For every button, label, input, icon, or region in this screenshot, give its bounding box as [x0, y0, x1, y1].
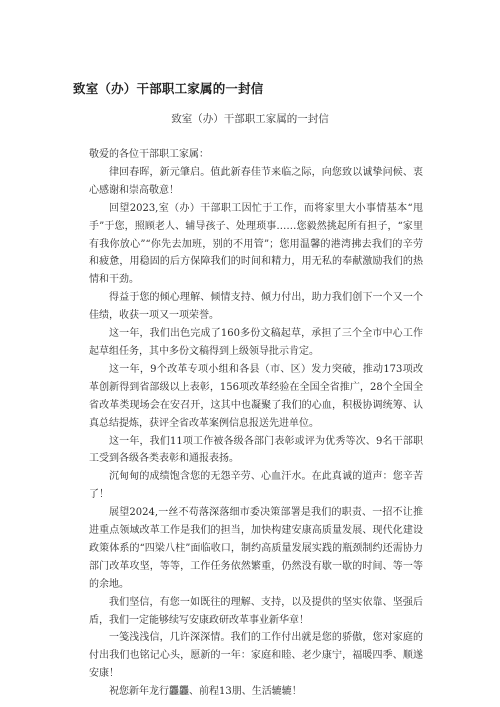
- paragraph-confidence: 我们坚信，有您一如既往的理解、支持，以及提供的坚实依靠、坚强后盾，我们一定能够续写安康政研改革事业新华章！: [89, 596, 423, 626]
- paragraph-documents: 这一年，我们出色完成了160多份文稿起草，承担了三个全市中心工作起草组任务，其中多份文稿得到上级领导批示肯定。: [89, 328, 423, 357]
- paragraph-closing: 祝您新年龙行龘龘、前程13朋、生活辘辘！: [109, 686, 302, 698]
- paragraph-review: 回望2023,室（办）干部职工因忙于工作，而将家里大小事情基本“甩手”于您，照顾老人、辅导孩子、处理琐事……您毅然挑起所有担子，“家里有我你放心”“你先去加班，别的不用管”；您用温馨的港湾拂去我们的辛劳和疲惫，用稳固的后方保障我们的时间和精力，用无私的奉献激励我们的热情和干劲。: [89, 202, 423, 286]
- paragraph-reform: 这一年，9个改革专项小组和各县（市、区）发力突破，推动173项改革创新得到省部级以上表彰，156项改革经验在全国全省推广，28个全国全省改革类现场会在安召开，这其中也凝聚了我们的心血，积极协调统筹、认真总结提炼，获评全省改革案例信息报送先进单位。: [89, 363, 423, 429]
- paragraph-outlook: 展望2024,一丝不苟落深落细市委决策部署是我们的职责、一招不让推进重点领域改革工作是我们的担当，加快构建安康高质量发展、现代化建设政策体系的“四梁八柱”面临收口，制约高质量发展实践的瓶颈制约还需协力部门改革攻坚，等等，工作任务依然繁重，仍然没有歇一歇的时间、等一等的余地。: [89, 507, 423, 590]
- salutation: 敬爱的各位干部职工家属：: [89, 149, 209, 160]
- paragraph-greeting: 律回春晖，新元肇启。值此新春佳节来临之际，向您致以诚挚问候、衷心感谢和崇高敬意！: [89, 166, 423, 196]
- paragraph-support: 得益于您的倾心理解、倾情支持、倾力付出，助力我们创下一个又一个佳绩，收获一项又一项荣誉。: [89, 292, 423, 322]
- letter-title: 致室（办）干部职工家属的一封信: [171, 113, 329, 125]
- paragraph-honors: 这一年，我们11项工作被各级各部门表彰或评为优秀等次、9名干部职工受到各级各类表彰和通报表扬。: [89, 435, 423, 465]
- paragraph-thanks: 沉甸甸的成绩饱含您的无怨辛劳、心血汗水。在此真诚的道声：您辛苦了！: [89, 471, 423, 501]
- letter-body: [89, 146, 423, 701]
- paragraph-wishes: 一笺浅浅信，几许深深情。我们的工作付出就是您的骄傲，您对家庭的付出我们也铭记心头，愿新的一年：家庭和睦、老少康宁，福暖四季、顺遂安康！: [89, 632, 423, 680]
- page-title: 致室（办）干部职工家属的一封信: [73, 81, 264, 96]
